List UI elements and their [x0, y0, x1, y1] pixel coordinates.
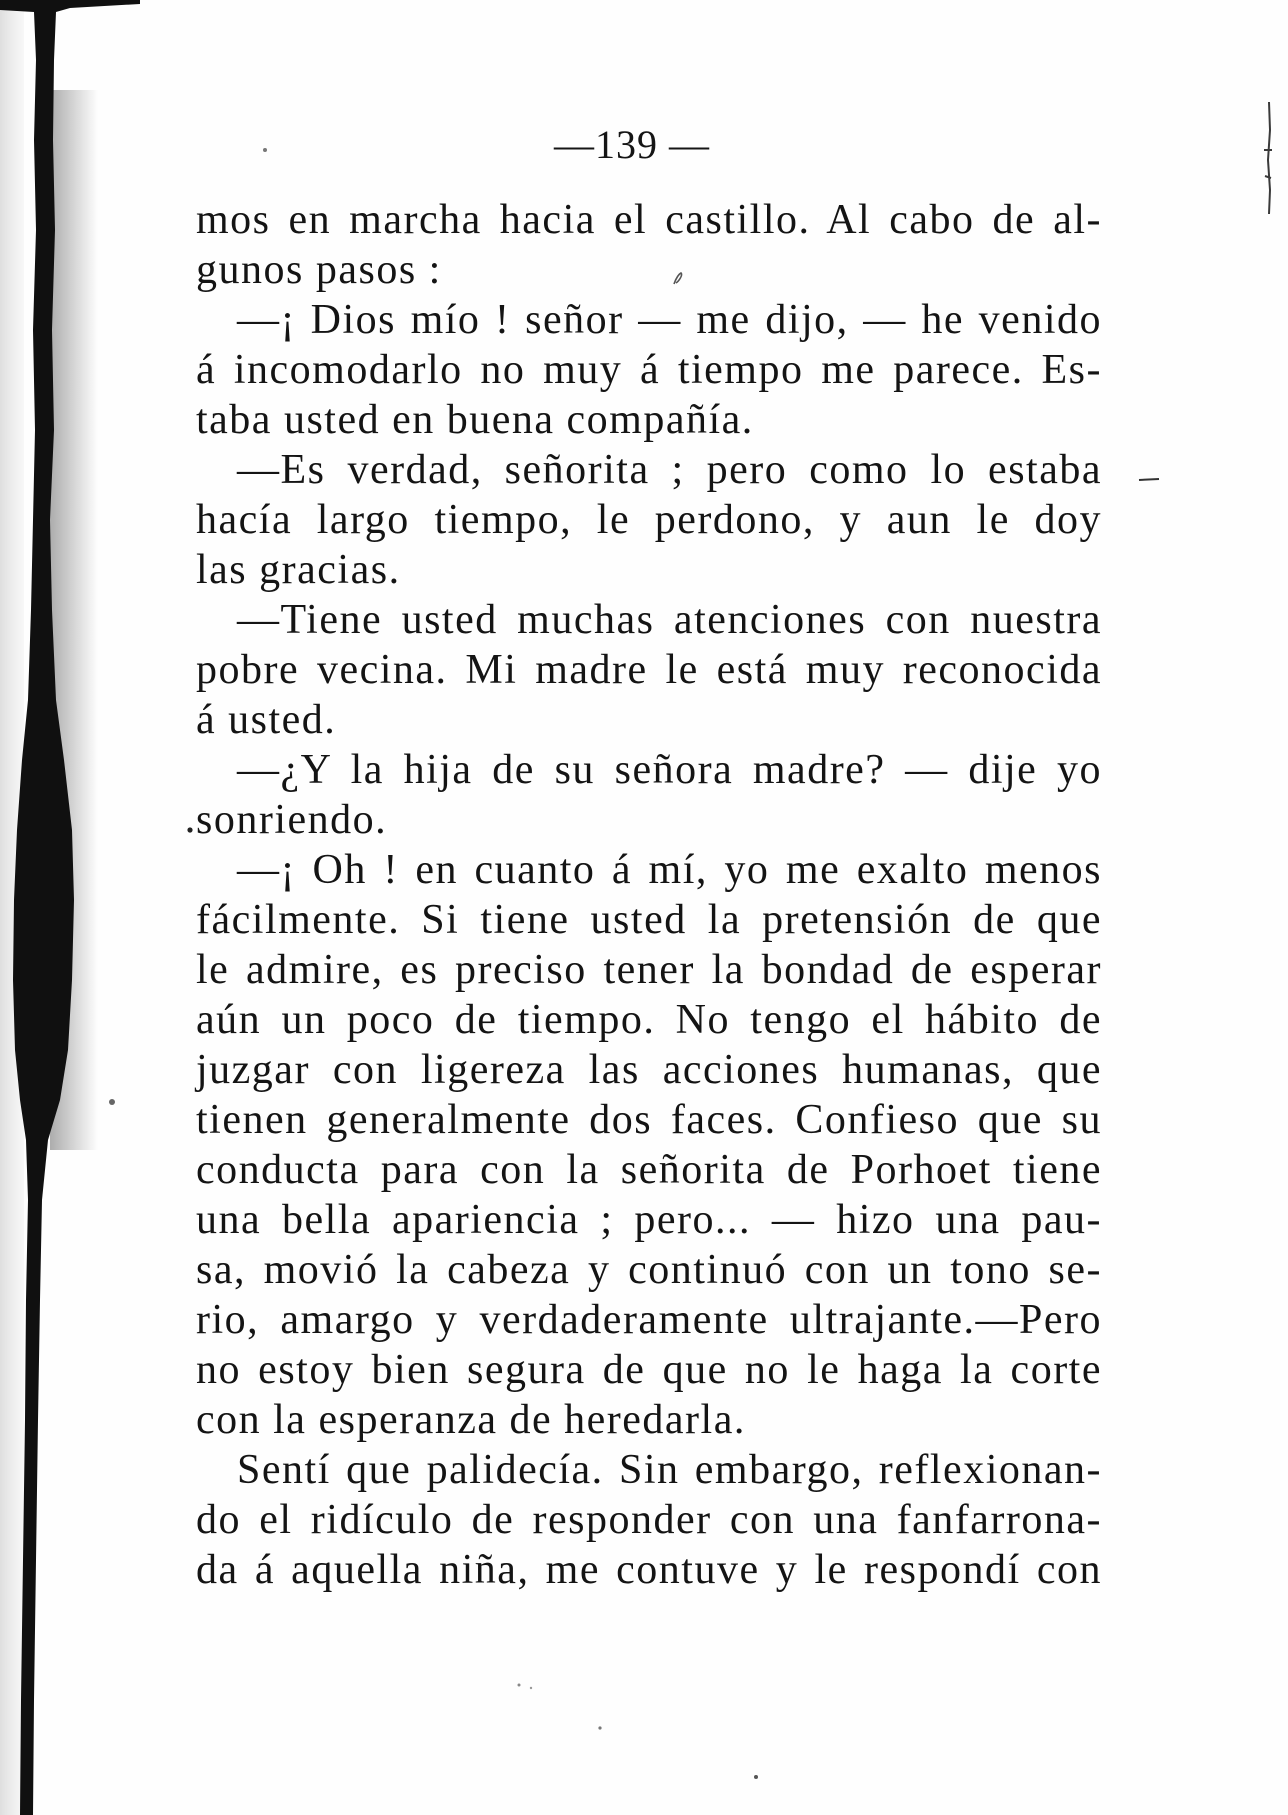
scan-speck: [754, 1775, 758, 1779]
text-line: sonriendo.: [196, 797, 388, 843]
text-line: una bella apariencia ; pero... — hizo una pau-: [196, 1197, 1102, 1243]
text-line: no estoy bien segura de que no le haga la corte: [196, 1347, 1102, 1393]
paragraph: [196, 1445, 1102, 1595]
text-line: do el ridículo de responder con una fanfarrona-: [196, 1497, 1102, 1543]
text-line: da á aquella niña, me contuve y le respondí con: [196, 1547, 1102, 1593]
text-line: á usted.: [196, 697, 337, 743]
text-line: Sentí que palidecía. Sin embargo, reflexionan-: [237, 1447, 1102, 1493]
body-text: [196, 195, 1102, 1595]
text-line: tienen generalmente dos faces. Confieso que su: [196, 1097, 1102, 1143]
text-line: hacía largo tiempo, le perdono, y aun le doy: [196, 497, 1102, 543]
text-line: —¿Y la hija de su señora madre? — dije yo: [237, 747, 1102, 793]
text-line: á incomodarlo no muy á tiempo me parece. Es-: [196, 347, 1102, 393]
edge-mark-right: [1264, 102, 1272, 214]
text-line: mos en marcha hacia el castillo. Al cabo de al-: [196, 197, 1102, 243]
text-line: gunos pasos :: [196, 247, 442, 293]
paragraph: [196, 595, 1102, 745]
binding-shade-right: [50, 90, 98, 1150]
binding-shadow: [0, 0, 140, 1815]
text-line: —¡ Oh ! en cuanto á mí, yo me exalto menos: [237, 847, 1102, 893]
paragraph: [196, 445, 1102, 595]
text-line: taba usted en buena compañía.: [196, 397, 754, 443]
text-line: fácilmente. Si tiene usted la pretensión de que: [196, 897, 1102, 943]
scan-speck: [598, 1726, 601, 1729]
text-line: con la esperanza de heredarla.: [196, 1397, 746, 1443]
scan-speck: [530, 1687, 532, 1689]
text-line: —Tiene usted muchas atenciones con nuestra: [237, 597, 1102, 643]
binding-shade-left: [0, 0, 24, 1815]
scan-speck: [518, 1684, 521, 1687]
text-line: juzgar con ligereza las acciones humanas, que: [196, 1047, 1102, 1093]
text-line: le admire, es preciso tener la bondad de esperar: [196, 947, 1102, 993]
scan-speck: [263, 148, 267, 152]
paragraph: [196, 195, 1102, 295]
text-line: sa, movió la cabeza y continuó con un tono se-: [196, 1247, 1102, 1293]
text-line: pobre vecina. Mi madre le está muy reconocida: [196, 647, 1102, 693]
text-line: las gracias.: [196, 547, 401, 593]
paragraph: [196, 845, 1102, 1445]
page-number: —139 —: [554, 122, 710, 167]
text-line: —Es verdad, señorita ; pero como lo estaba: [237, 447, 1102, 493]
text-line: rio, amargo y verdaderamente ultrajante.—Pero: [196, 1297, 1102, 1343]
paragraph: [196, 745, 1102, 845]
text-line: conducta para con la señorita de Porhoet tiene: [196, 1147, 1102, 1193]
paragraph: [196, 295, 1102, 445]
text-line: aún un poco de tiempo. No tengo el hábito de: [196, 997, 1102, 1043]
margin-dash-mark: [1139, 479, 1159, 480]
scan-speck: [187, 827, 192, 832]
text-line: —¡ Dios mío ! señor — me dijo, — he venido: [237, 297, 1102, 343]
scan-speck: [109, 1099, 115, 1105]
